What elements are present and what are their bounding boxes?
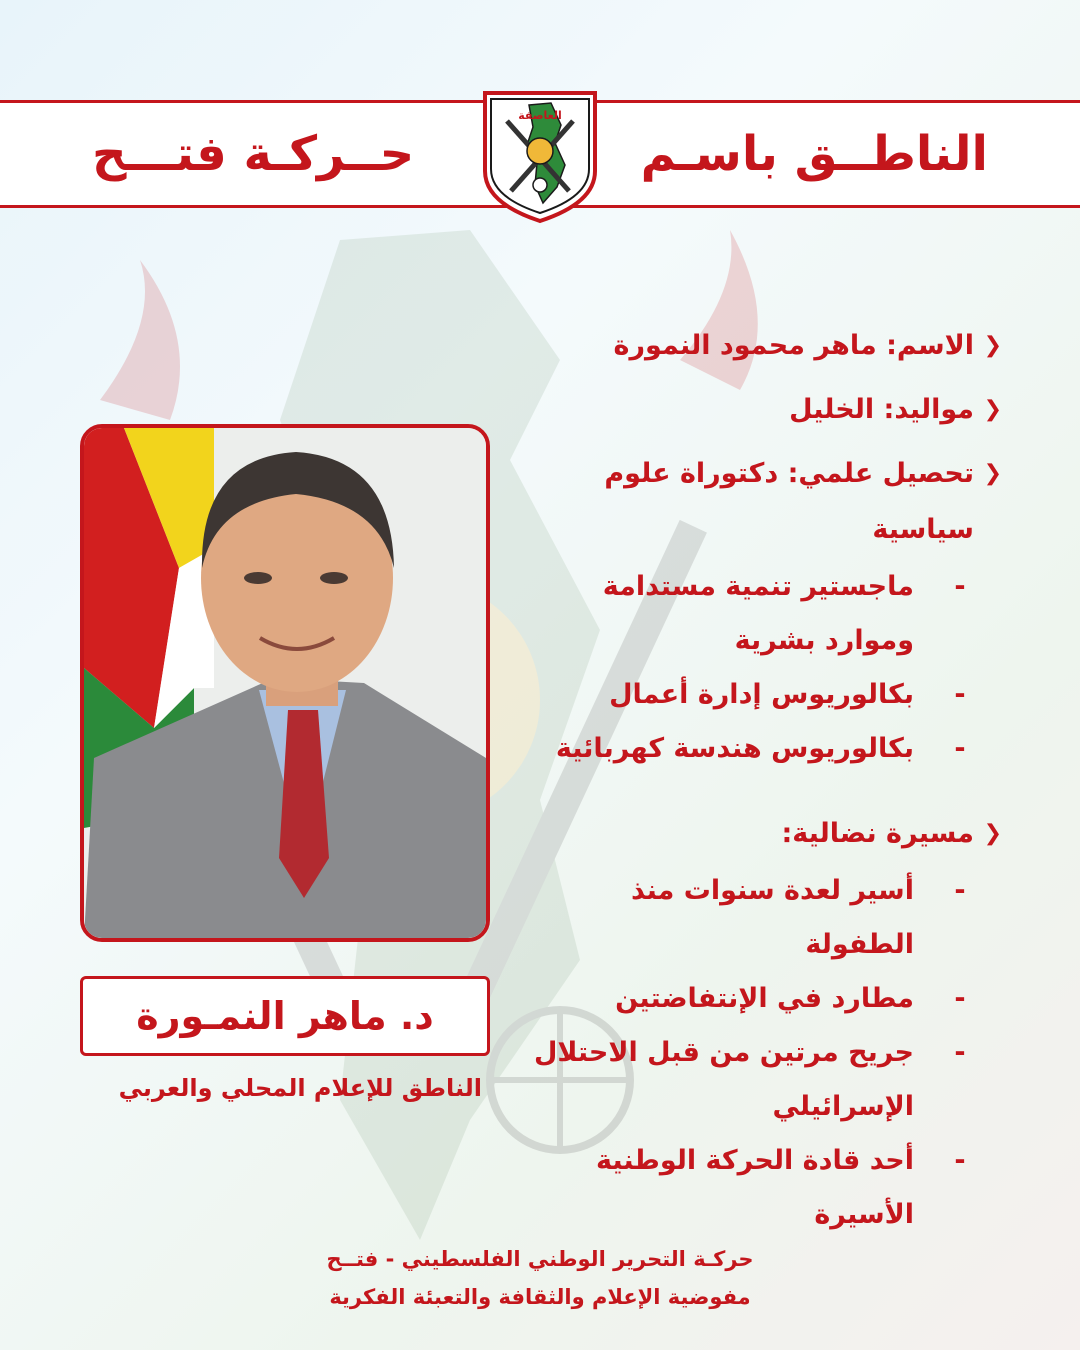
portrait-image xyxy=(84,428,486,938)
bio-item-education xyxy=(532,446,1002,776)
struggle-item xyxy=(532,1026,974,1134)
bio-item-struggle xyxy=(532,806,1002,1242)
struggle-item xyxy=(532,1134,974,1242)
header-title-right: الناطــق باسـم xyxy=(640,126,988,182)
education-item-text: ماجستير تنمية مستدامة وموارد بشرية xyxy=(602,571,914,656)
footer-line-2: مفوضية الإعلام والثقافة والتعبئة الفكرية xyxy=(329,1285,751,1309)
struggle-sublist xyxy=(532,864,974,1242)
education-item-text: بكالوريوس إدارة أعمال xyxy=(609,679,914,710)
bio-list xyxy=(532,318,1002,1242)
bio-name-text: الاسم: ماهر محمود النمورة xyxy=(613,330,974,361)
education-item-text: بكالوريوس هندسة كهربائية xyxy=(555,733,914,764)
struggle-item-text: أسير لعدة سنوات منذ الطفولة xyxy=(631,875,914,960)
profile-name: د. ماهر النمـورة xyxy=(136,994,434,1038)
education-item xyxy=(532,722,974,776)
chevron-left-icon: ❮ xyxy=(983,397,1002,422)
struggle-item-text: جريح مرتين من قبل الاحتلال الإسرائيلي xyxy=(533,1037,914,1122)
struggle-item-text: مطارد في الإنتفاضتين xyxy=(615,983,914,1014)
dash-marker: - xyxy=(954,733,966,764)
struggle-item-text: أحد قادة الحركة الوطنية الأسيرة xyxy=(595,1145,914,1230)
dash-marker: - xyxy=(954,1037,966,1068)
bio-education-text: تحصيل علمي: دكتوراة علوم سياسية xyxy=(604,458,974,545)
dash-marker: - xyxy=(954,875,966,906)
bio-birth-text: مواليد: الخليل xyxy=(789,394,974,425)
header-title-left: حــركـة فتـــح xyxy=(92,126,415,182)
portrait-photo xyxy=(80,424,490,942)
education-item xyxy=(532,668,974,722)
education-sublist xyxy=(532,560,974,776)
footer-line-1: حركـة التحرير الوطني الفلسطيني - فتــح xyxy=(326,1247,754,1271)
footer xyxy=(270,1240,810,1316)
emblem-label: العاصفة xyxy=(518,109,562,122)
education-item xyxy=(532,560,974,668)
bio-struggle-text: مسيرة نضالية: xyxy=(781,818,974,849)
profile-name-box xyxy=(80,976,490,1056)
dash-marker: - xyxy=(954,679,966,710)
profile-role: الناطق للإعلام المحلي والعربي xyxy=(118,1074,482,1102)
dash-marker: - xyxy=(954,1145,966,1176)
struggle-item xyxy=(532,864,974,972)
fatah-emblem-logo xyxy=(477,85,603,225)
struggle-item xyxy=(532,972,974,1026)
chevron-left-icon: ❮ xyxy=(983,821,1002,846)
dash-marker: - xyxy=(954,571,966,602)
bio-item-birthplace xyxy=(532,382,1002,438)
bio-item-name xyxy=(532,318,1002,374)
chevron-left-icon: ❮ xyxy=(983,333,1002,358)
chevron-left-icon: ❮ xyxy=(983,461,1002,486)
dash-marker: - xyxy=(954,983,966,1014)
